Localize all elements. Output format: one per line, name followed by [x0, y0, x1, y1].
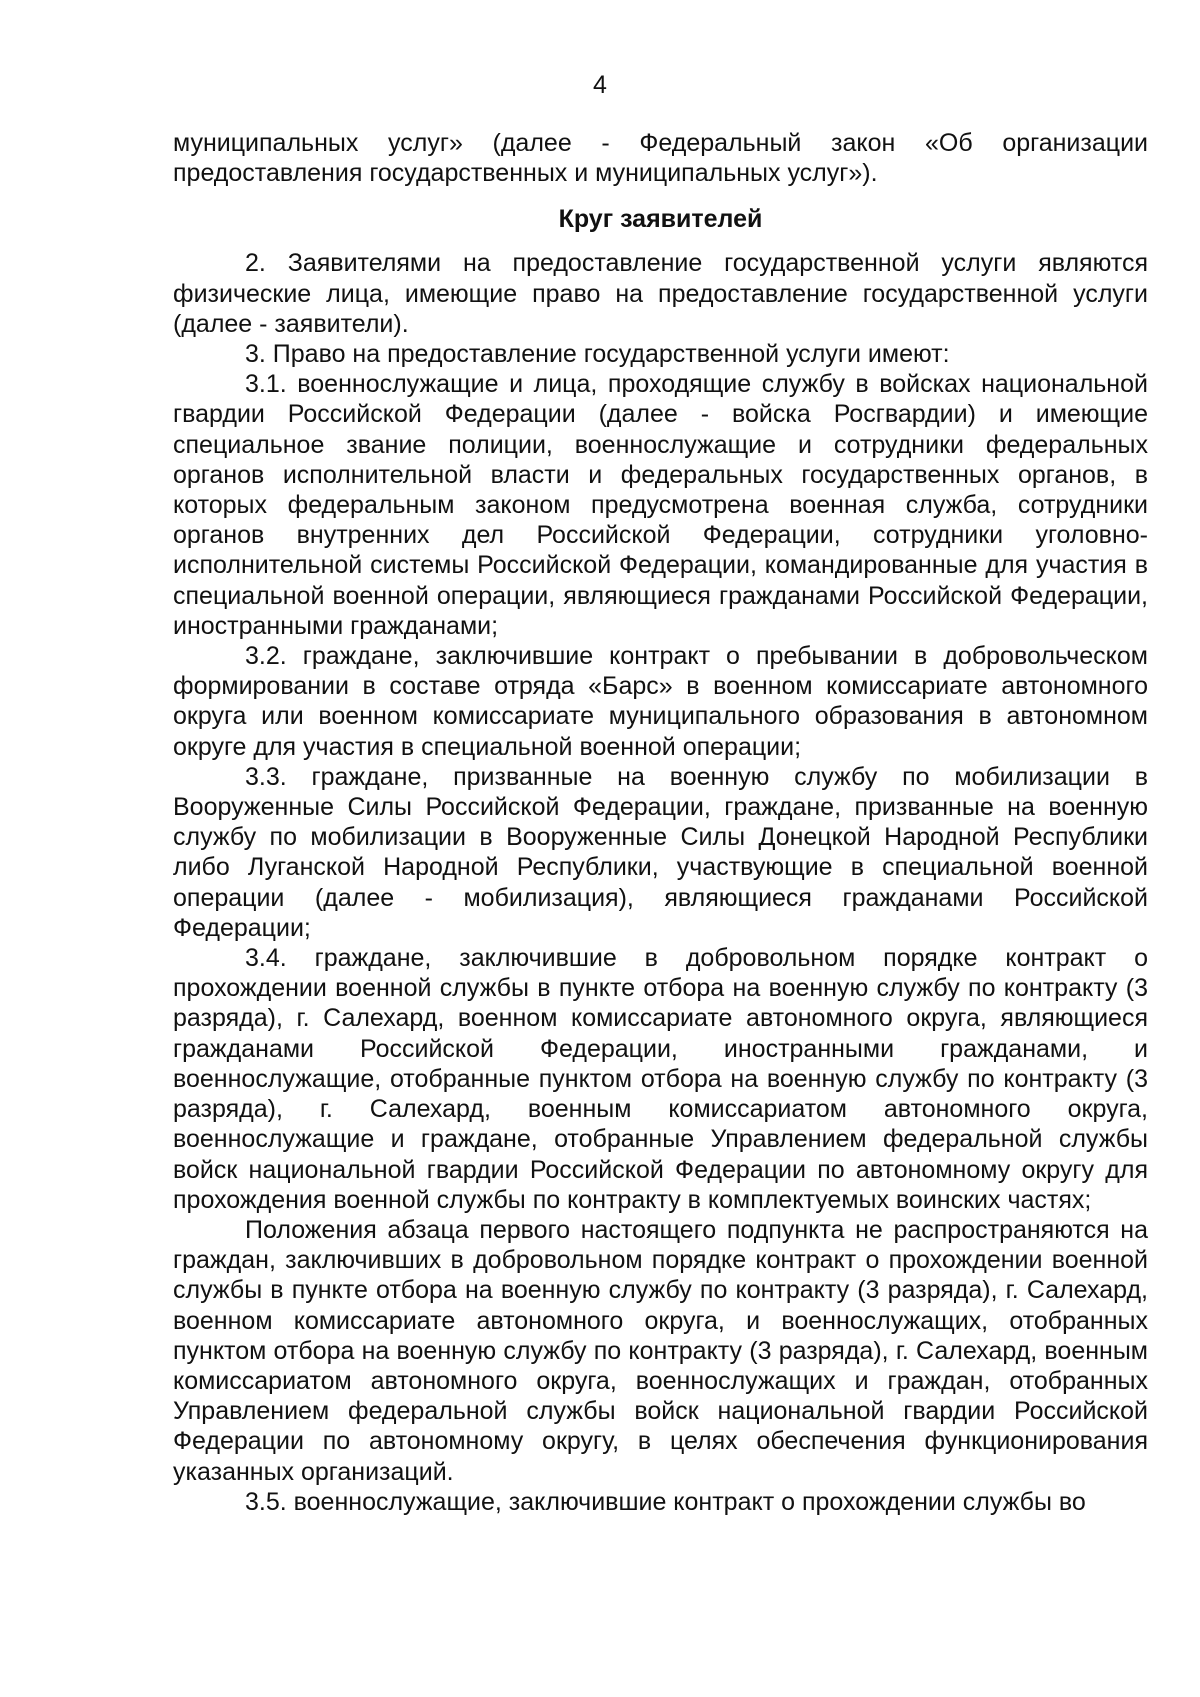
- paragraph-3: 3. Право на предоставление государственной услуги имеют:: [245, 340, 950, 369]
- document-body: [173, 128, 1148, 1517]
- paragraph-3-1: 3.1. военнослужащие и лица, проходящие службу в войсках национальной гвардии Российской Федерации (далее - войска Росгвардии) и имеющие специальное звание полиции, военнослужащие и сотрудники федеральных органов исполнительной власти и федеральных государственных органов, в которых федеральным законом предусмотрена военная служба, сотрудники органов внутренних дел Российской Федерации, сотрудники уголовно-исполнительной системы Российской Федерации, командированные для участия в специальной военной операции, являющиеся гражданами Российской Федерации, иностранными гражданами;: [173, 370, 1148, 640]
- paragraph-3-4-exception: Положения абзаца первого настоящего подпункта не распространяются на граждан, заключивших в добровольном порядке контракт о прохождении военной службы в пункте отбора на военную службу по контракту (3 разряда), г. Салехард, военном комиссариате автономного округа, и военнослужащих, отобранных пунктом отбора на военную службу по контракту (3 разряда), г. Салехард, военным комиссариатом автономного округа, военнослужащих и граждан, отобранных Управлением федеральной службы войск национальной гвардии Российской Федерации по автономному округу, в целях обеспечения функционирования указанных организаций.: [173, 1215, 1148, 1486]
- paragraph-2: 2. Заявителями на предоставление государственной услуги являются физические лица, имеющие право на предоставление государственной услуги (далее - заявители).: [173, 249, 1148, 338]
- page-number: 4: [593, 71, 607, 99]
- paragraph-3-4: 3.4. граждане, заключившие в добровольном порядке контракт о прохождении военной службы в пункте отбора на военную службу по контракту (3 разряда), г. Салехард, военном комиссариате автономного округа, являющиеся гражданами Российской Федерации, иностранными гражданами, и военнослужащие, отобранные пунктом отбора на военную службу по контракту (3 разряда), г. Салехард, военным комиссариатом автономного округа, военнослужащие и граждане, отобранные Управлением федеральной службы войск национальной гвардии Российской Федерации по автономному округу для прохождения военной службы по контракту в комплектуемых воинских частях;: [173, 944, 1148, 1214]
- section-heading: Круг заявителей: [558, 205, 763, 234]
- paragraph-3-5: 3.5. военнослужащие, заключившие контракт о прохождении службы во: [245, 1487, 1086, 1516]
- paragraph-3-2: 3.2. граждане, заключившие контракт о пребывании в добровольческом формировании в составе отряда «Барс» в военном комиссариате автономного округа или военном комиссариате муниципального образования в автономном округе для участия в специальной военной операции;: [173, 642, 1148, 761]
- opening-paragraph: муниципальных услуг» (далее - Федеральный закон «Об организации предоставления государственных и муниципальных услуг»).: [173, 129, 1148, 188]
- paragraph-3-3: 3.3. граждане, призванные на военную службу по мобилизации в Вооруженные Силы Российской Федерации, граждане, призванные на военную службу по мобилизации в Вооруженные Силы Донецкой Народной Республики либо Луганской Народной Республики, участвующие в специальной военной операции (далее - мобилизация), являющиеся гражданами Российской Федерации;: [173, 762, 1148, 942]
